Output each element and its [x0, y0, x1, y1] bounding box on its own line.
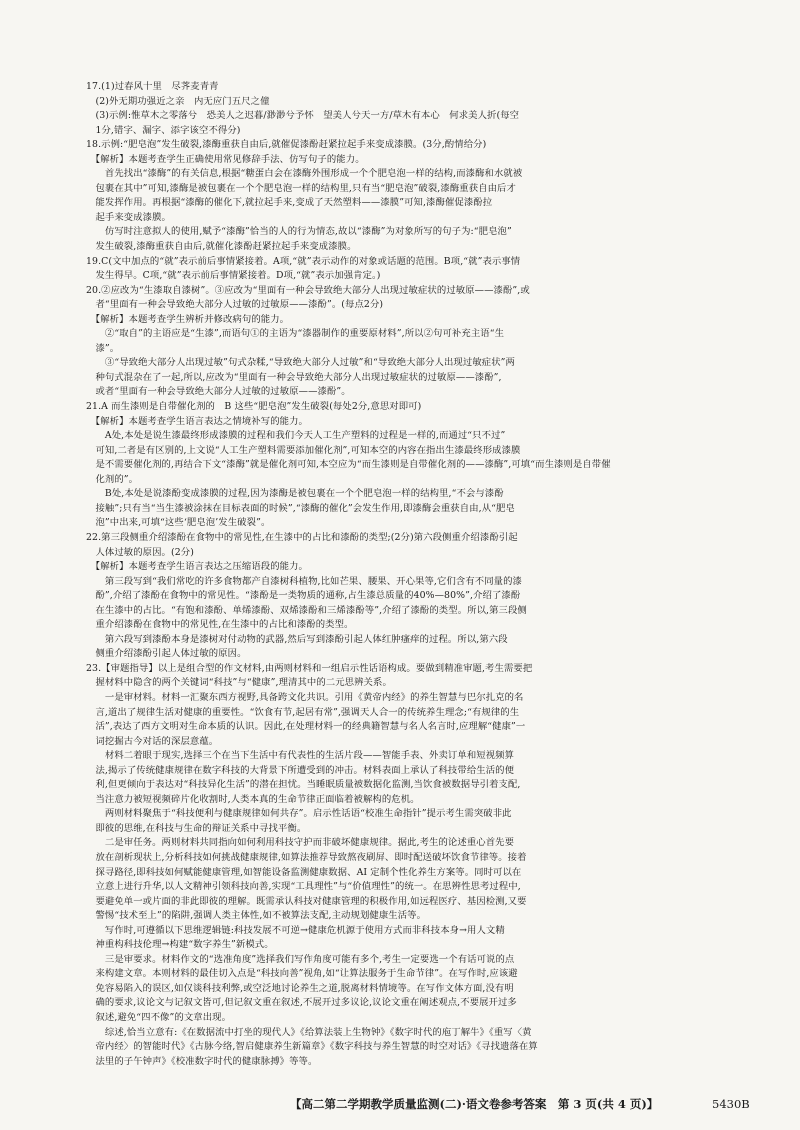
text-line: 综述,恰当立意有:《在数据流中打坐的现代人》《给算法装上生物钟》《数字时代的庖丁解牛》《重写〈黄 — [86, 1026, 532, 1038]
footer-code: 5430B — [712, 1097, 750, 1111]
text-line: 1分,错字、漏字、添字该空不得分) — [86, 124, 241, 136]
text-line: (3)示例:惟草木之零落兮 恐美人之迟暮/渺渺兮予怀 望美人兮天一方/草木有本心 何求美人折(每空 — [86, 110, 520, 122]
text-line: 法里的子午钟声》《校准数字时代的健康脉搏》等等。 — [86, 1055, 318, 1067]
text-line: (2)外无期功强近之亲 内无应门五尺之僮 — [86, 95, 270, 107]
text-line: 发生破裂,漆酶重获自由后,就催化漆酚赶紧拉起手来变成漆膜。 — [86, 241, 357, 253]
text-line: 写作时,可遵循以下思维逻辑链:科技发展不可逆→健康危机源于使用方式而非科技本身→用人文精 — [86, 924, 505, 936]
text-line: 化剂的”。 — [86, 473, 139, 485]
text-line: ③“导致绝大部分人出现过敏”句式杂糅,“导致绝大部分人过敏”和“导致绝大部分人出现过敏症状”两 — [86, 357, 515, 369]
text-line: 22.第三段侧重介绍漆酚在食物中的常见性,在生漆中的占比和漆酚的类型;(2分)第六段侧重介绍漆酚引起 — [86, 531, 518, 543]
text-line: 【解析】本题考查学生语言表达之情境补写的能力。 — [86, 415, 308, 427]
text-line: 酚”,介绍了漆酚在食物中的常见性。“漆酚是一类物质的通称,占生漆总质量的40%—80%”,介绍了漆酚 — [86, 590, 521, 602]
text-line: 握材料中隐含的两个关键词“科技”与“健康”,理清其中的二元思辨关系。 — [86, 677, 392, 689]
text-line: 【解析】本题考查学生辨析并修改病句的能力。 — [86, 313, 290, 325]
text-line: 侧重介绍漆酚引起人体过敏的原因。 — [86, 648, 247, 660]
text-line: 词挖掘古今对话的深层意蕴。 — [86, 735, 219, 747]
text-line: 活”,表达了西方文明对生命本质的认识。因此,在处理材料一的经典籍智慧与名人名言时,应理解“健康”一 — [86, 721, 526, 733]
text-line: 利,但更倾向于表达对“科技异化生活”的潜在担忧。当睡眠质量被数据化监测,当饮食被数据导引着支配, — [86, 779, 521, 791]
text-line: 确的要求,议论文与记叙文皆可,但记叙文重在叙述,不展开过多议论,议论文重在阐述观点,不要展开过多 — [86, 997, 517, 1009]
text-line: 17.(1)过春风十里 尽荠麦青青 — [86, 81, 219, 92]
text-line: 在生漆中的占比。“有饱和漆酚、单烯漆酚、双烯漆酚和三烯漆酚等”,介绍了漆酚的类型。所以,第三段侧 — [86, 604, 527, 616]
text-line: 19.C(文中加点的“就”表示前后事情紧接着。A项,“就”表示动作的对象或话题的范围。B项,“就”表示事情 — [86, 255, 521, 267]
text-line: 一是审材料。材料一汇聚东西方视野,具备跨文化共识。引用《黄帝内经》的养生智慧与巴尔扎克的名 — [86, 691, 524, 703]
text-line: A处,本处是说生漆最终形成漆膜的过程和我们今天人工生产塑料的过程是一样的,而通过“只不过” — [86, 430, 506, 442]
text-line: 法,揭示了传统健康规律在数字科技的大背景下所遭受到的冲击。材料表面上承认了科技带给生活的便 — [86, 764, 515, 776]
text-line: 包裹在其中”可知,漆酶是被包裹在一个个肥皂泡一样的结构里,只有当“肥皂泡”破裂,漆酶重获自由后才 — [86, 182, 516, 194]
text-line: 警惕“技术至上”的陷阱,强调人类主体性,如不被算法支配,主动规划健康生活等。 — [86, 910, 427, 922]
text-line: 帝内经〉的智能时代》《古脉今络,智启健康养生新篇章》《数字科技与养生智慧的时空对话》《寻找遗落在算 — [86, 1041, 538, 1053]
text-line: 人体过敏的原因。(2分) — [86, 546, 194, 558]
text-line: 者“里面有一种会导致绝大部分人过敏的过敏原——漆酚”。(每点2分) — [86, 299, 384, 311]
text-line: 立意上进行升华,以人文精神引领科技向善,实现“工具理性”与“价值理性”的统一。在思辨性思考过程中, — [86, 881, 521, 893]
text-line: 当注意力被短视频碎片化收割时,人类本真的生命节律正面临着被解构的危机。 — [86, 793, 420, 805]
text-line: 三是审要求。材料作文的“选准角度”选择我们写作角度可能有多个,考生一定要选一个有话可说的点 — [86, 953, 515, 965]
text-line: 【解析】本题考查学生正确使用常见修辞手法、仿写句子的能力。 — [86, 153, 365, 165]
text-line: 免容易陷入的误区,如仅谈科技利弊,或空泛地讨论养生之道,脱离材料情境等。在写作文体方面,没有明 — [86, 982, 514, 994]
text-line: 来构建文章。本则材料的最佳切入点是“科技向善”视角,如“让算法服务于生命节律”。在写作时,应该避 — [86, 968, 518, 980]
text-line: ②“取自”的主语应是“生漆”,而语句①的主语为“漆器制作的重要原材料”,所以②句可补充主语“生 — [86, 328, 505, 340]
text-line: 材料二着眼于现实,选择三个在当下生活中有代表性的生活片段——智能手表、外卖订单和短视频算 — [86, 750, 515, 762]
footer-title: 【高二第二学期教学质量监测(二)·语文卷参考答案 第 3 页(共 4 页)】 — [290, 1097, 659, 1111]
text-line: 第六段写到漆酚本身是漆树对付动物的武器,然后写到漆酚引起人体红肿瘙痒的过程。所以,第六段 — [86, 633, 508, 645]
text-line: 能发挥作用。再根据“漆酶的催化下,就拉起手来,变成了天然塑料——漆膜”可知,漆酶催促漆酚拉 — [86, 197, 493, 209]
text-line: 两则材料聚焦于“科技便利与健康规律如何共存”。启示性话语“校准生命指针”提示考生需突破非此 — [86, 808, 512, 820]
text-line: 或者“里面有一种会导致绝大部分人过敏的过敏原——漆酚”。 — [86, 386, 351, 398]
text-line: 放在剖析现状上,分析科技如何挑战健康规律,如算法推荐导致熬夜刷屏、即时配送破坏饮食节律等。接着 — [86, 851, 527, 863]
text-line: 接触”;只有当“当生漆被涂抹在目标表面的时候”,“漆酶的催化”会发生作用,即漆酶会重获自由,从“肥皂 — [86, 502, 515, 514]
text-line: 即彼的思维,在科技与生命的辩证关系中寻找平衡。 — [86, 822, 307, 834]
text-line: 是不需要催化剂的,再结合下文“漆酶”就是催化剂可知,本空应为“而生漆则是自带催化剂的——漆酶”,可填“而生漆则是自带催 — [86, 459, 611, 471]
text-line: 种句式混杂在了一起,所以,应改为“里面有一种会导致绝大部分人出现过敏症状的过敏原——漆酚”, — [86, 371, 502, 383]
text-line: 21.A 而生漆则是自带催化剂的 B 这些“肥皂泡”发生破裂(每处2分,意思对即可) — [86, 401, 422, 413]
text-line: 神重构科技伦理→构建“数字养生”新模式。 — [86, 939, 274, 951]
text-line: 23.【审题指导】以上是组合型的作文材料,由两则材料和一组启示性话语构成。要做到精准审题,考生需要把 — [86, 662, 533, 674]
text-line: 20.②应改为“生漆取自漆树”。③应改为“里面有一种会导致绝大部分人出现过敏症状的过敏原——漆酚”,或 — [86, 284, 530, 296]
text-line: 18.示例:“肥皂泡”发生破裂,漆酶重获自由后,就催促漆酚赶紧拉起手来变成漆膜。(3分,酌情给分) — [86, 139, 487, 151]
text-line: 可知,二者是有区别的,上文说“人工生产塑料需要添加催化剂”,可知本空的内容在指出生漆最终形成漆膜 — [86, 444, 521, 456]
text-line: 起手来变成漆膜。 — [86, 211, 171, 223]
text-line: 泡”中出来,可填“这些‘肥皂泡’发生破裂”。 — [86, 517, 271, 529]
text-line: 叙述,避免“四不像”的文章出现。 — [86, 1012, 232, 1023]
text-line: 【解析】本题考查学生语言表达之压缩语段的能力。 — [86, 561, 308, 573]
text-line: B处,本处是说漆酚变成漆膜的过程,因为漆酶是被包裹在一个个肥皂泡一样的结构里,“不会与漆酚 — [86, 488, 504, 500]
text-line: 漆”。 — [86, 342, 120, 354]
text-line: 二是审任务。两则材料共同指向如何利用科技守护而非破坏健康规律。据此,考生的论述重心首先要 — [86, 837, 515, 849]
text-line: 重介绍漆酚在食物中的常见性,在生漆中的占比和漆酚的类型。 — [86, 619, 354, 631]
text-line: 仿写时注意拟人的使用,赋予“漆酶”恰当的人的行为情态,故以“漆酶”为对象所写的句子为:“肥皂泡” — [86, 226, 512, 238]
text-line: 首先找出“漆酶”的有关信息,根据“糖蛋白会在漆酶外围形成一个个肥皂泡一样的结构,而漆酶和水就被 — [86, 168, 523, 180]
text-line: 言,道出了规律生活对健康的重要性。“饮食有节,起居有常”,强调天人合一的传统养生理念;“有规律的生 — [86, 706, 520, 718]
text-line: 发生得早。C项,“就”表示前后事情紧接着。D项,“就”表示加强肯定。) — [86, 270, 381, 282]
text-line: 要避免单一或片面的非此即彼的理解。既需承认科技对健康管理的积极作用,如远程医疗、基因检测,又要 — [86, 895, 527, 907]
text-line: 第三段写到“我们常吃的许多食物都产自漆树科植物,比如芒果、腰果、开心果等,它们含有不同量的漆 — [86, 575, 522, 587]
text-line: 探寻路径,即科技如何赋能健康管理,如智能设备监测健康数据、AI 定制个性化养生方案等。同时可以在 — [86, 866, 522, 878]
